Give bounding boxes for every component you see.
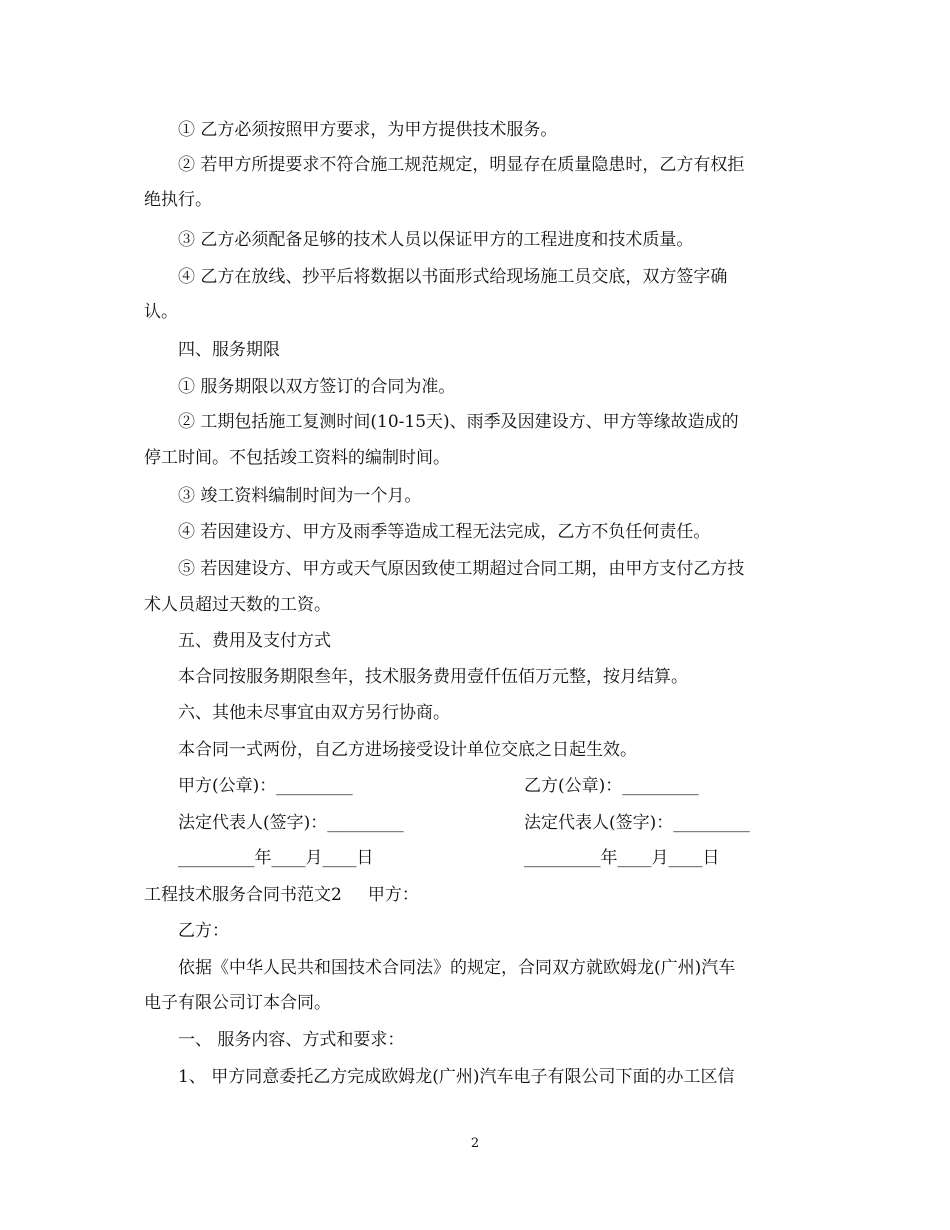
clause-period-3: ③ 竣工资料编制时间为一个月。 <box>178 486 422 506</box>
second-contract-section-1: 一、 服务内容、方式和要求： <box>178 1030 405 1050</box>
clause-period-5-cont: 术人员超过天数的工资。 <box>144 595 331 615</box>
clause-b-4-cont: 认。 <box>144 302 178 322</box>
clause-b-4: ④ 乙方在放线、抄平后将数据以书面形式给现场施工员交底，双方签字确 <box>178 267 728 287</box>
clause-period-4: ④ 若因建设方、甲方及雨季等造成工程无法完成，乙方不负任何责任。 <box>178 522 711 542</box>
party-a-representative-field: 法定代表人(签字)：_________ <box>178 813 404 833</box>
clause-period-2: ② 工期包括施工复测时间(10-15天)、雨季及因建设方、甲方等缘故造成的 <box>178 412 739 432</box>
fees-text: 本合同按服务期限叁年，技术服务费用壹仟伍佰万元整，按月结算。 <box>178 667 688 687</box>
second-contract-intro-cont: 电子有限公司订本合同。 <box>144 993 331 1013</box>
second-contract-item-1: 1、 甲方同意委托乙方完成欧姆龙(广州)汽车电子有限公司下面的办工区信 <box>178 1067 735 1087</box>
party-b-seal-field: 乙方(公章)：_________ <box>524 776 699 796</box>
second-contract-party-b: 乙方： <box>178 921 229 941</box>
clause-b-3: ③ 乙方必须配备足够的技术人员以保证甲方的工程进度和技术质量。 <box>178 230 694 250</box>
party-a-seal-field: 甲方(公章)：_________ <box>178 776 353 796</box>
page-number: 2 <box>470 1136 480 1151</box>
party-b-representative-field: 法定代表人(签字)：_________ <box>524 813 750 833</box>
clause-period-5: ⑤ 若因建设方、甲方或天气原因致使工期超过合同工期，由甲方支付乙方技 <box>178 559 745 579</box>
second-contract-title: 工程技术服务合同书范文2 <box>144 885 342 905</box>
party-b-date-field: _________年____月____日 <box>524 848 720 868</box>
second-contract-party-a: 甲方： <box>367 885 419 905</box>
clause-period-2-cont: 停工时间。不包括竣工资料的编制时间。 <box>144 448 450 468</box>
section-heading-other: 六、其他未尽事宜由双方另行协商。 <box>178 703 450 723</box>
clause-b-2-cont: 绝执行。 <box>144 190 212 210</box>
party-a-date-field: _________年____月____日 <box>178 848 374 868</box>
section-heading-service-period: 四、服务期限 <box>178 340 280 360</box>
effective-clause: 本合同一式两份，自乙方进场接受设计单位交底之日起生效。 <box>178 740 637 760</box>
clause-period-1: ① 服务期限以双方签订的合同为准。 <box>178 377 456 397</box>
clause-b-1: ① 乙方必须按照甲方要求，为甲方提供技术服务。 <box>178 120 558 140</box>
second-contract-intro: 依据《中华人民共和国技术合同法》的规定，合同双方就欧姆龙(广州)汽车 <box>178 958 736 978</box>
section-heading-fees: 五、费用及支付方式 <box>178 631 331 651</box>
clause-b-2: ② 若甲方所提要求不符合施工规范规定，明显存在质量隐患时，乙方有权拒 <box>178 155 745 175</box>
second-contract-title-line <box>0 880 950 910</box>
